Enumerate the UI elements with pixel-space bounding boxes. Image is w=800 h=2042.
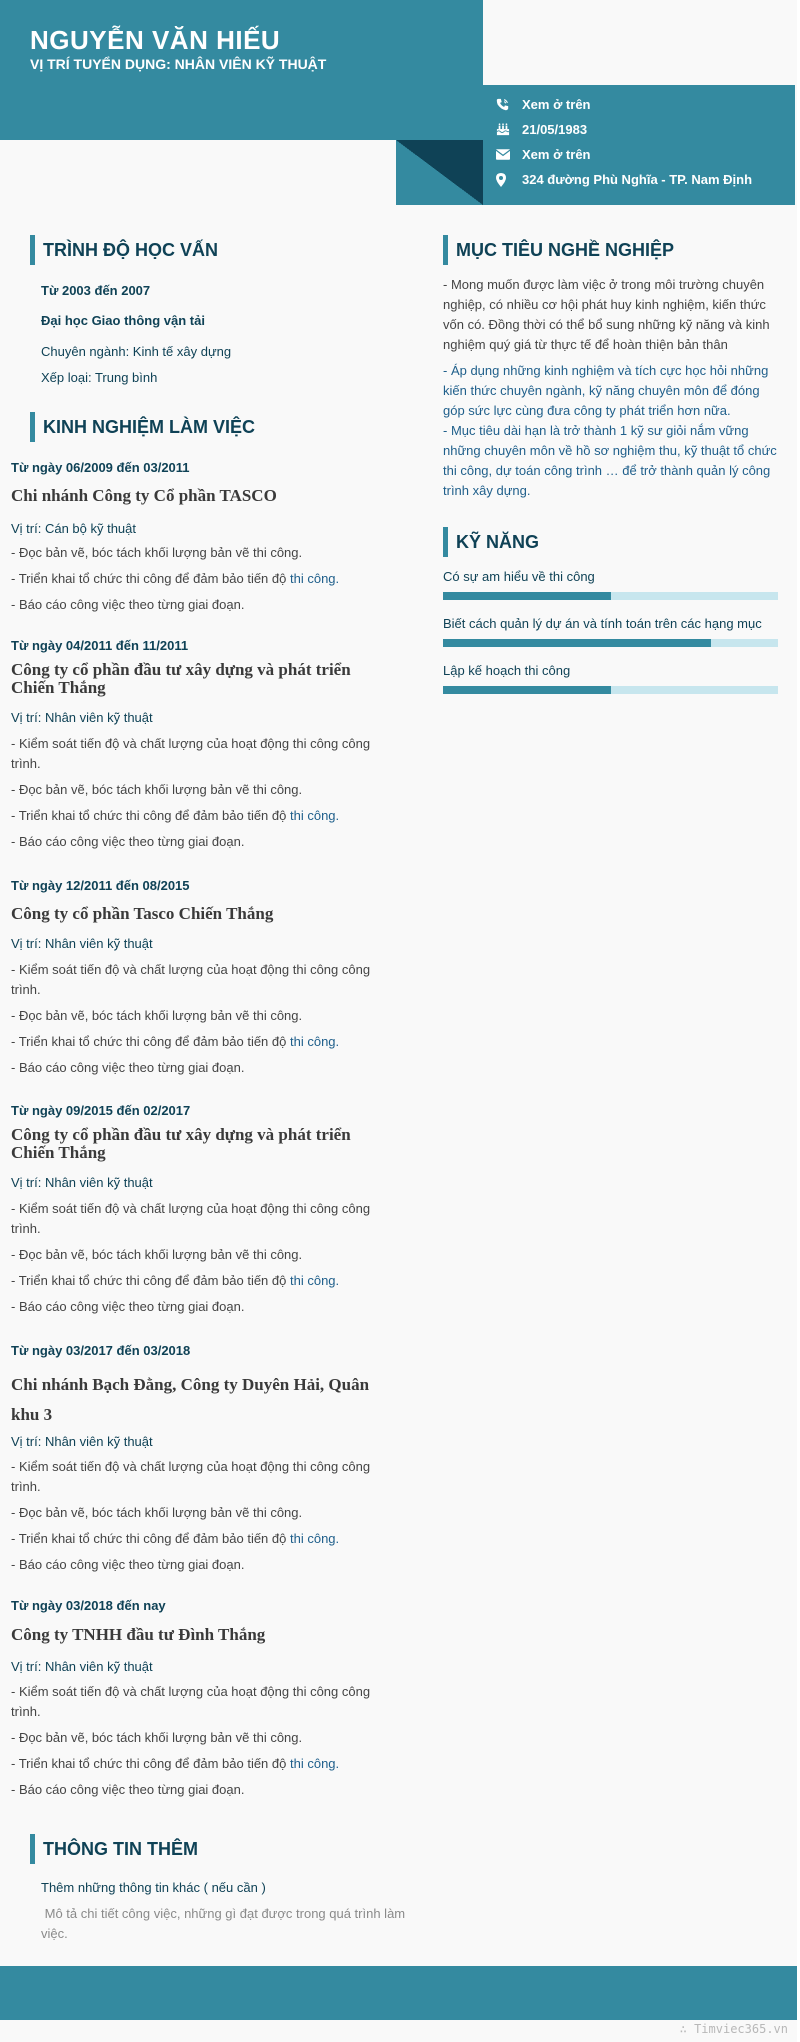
job-period: Từ ngày 04/2011 đến 11/2011 [11,638,189,653]
job-task: - Triển khai tổ chức thi công để đảm bảo tiến độ thi công. [11,1531,340,1546]
skill-track [443,592,778,600]
education-title: TRÌNH ĐỘ HỌC VẤN [43,239,218,260]
job-company: Công ty cổ phần Tasco Chiến Thắng [11,904,274,923]
skill-fill [443,592,611,600]
job-task: - Triển khai tổ chức thi công để đảm bảo tiến độ thi công. [11,1756,340,1771]
phone-icon [496,98,522,111]
skill-fill [443,639,711,647]
experience-title: KINH NGHIỆM LÀM VIỆC [43,416,256,437]
contact-list [496,92,752,192]
job-task: - Kiểm soát tiến độ và chất lượng của hoạt động thi công công trình. [11,1201,371,1236]
objective-title: MỤC TIÊU NGHỀ NGHIỆP [456,239,675,260]
job-company: Chi nhánh Công ty Cổ phần TASCO [11,486,277,505]
education-period: Từ 2003 đến 2007 [41,283,151,298]
job-task: - Triển khai tổ chức thi công để đảm bảo tiến độ thi công. [11,1034,340,1049]
job-task: - Báo cáo công việc theo từng giai đoạn. [11,1060,245,1075]
job-task: - Báo cáo công việc theo từng giai đoạn. [11,1299,245,1314]
skill-item [443,663,778,694]
job-role: Vị trí: Nhân viên kỹ thuật [11,1659,153,1674]
job-role: Vị trí: Nhân viên kỹ thuật [11,1434,153,1449]
candidate-name: NGUYỄN VĂN HIẾU [30,25,281,55]
job-task: - Đọc bản vẽ, bóc tách khối lượng bản vẽ thi công. [11,1008,303,1023]
map-marker-icon [496,173,522,187]
watermark-icon: ∴ [679,2022,695,2036]
skill-label: Biết cách quản lý dự án và tính toán trên các hạng mục [443,616,762,631]
job-task: - Triển khai tổ chức thi công để đảm bảo tiến độ thi công. [11,1273,340,1288]
contact-birthday-value: 21/05/1983 [522,122,588,137]
skills-title: KỸ NĂNG [456,531,540,552]
job-role: Vị trí: Nhân viên kỹ thuật [11,710,153,725]
extra-line-2: Mô tả chi tiết công việc, những gì đạt được trong quá trình làm việc. [41,1906,409,1941]
skill-item [443,616,778,647]
skill-track [443,686,778,694]
job-task: - Báo cáo công việc theo từng giai đoạn. [11,1782,245,1797]
job-task: - Kiểm soát tiến độ và chất lượng của hoạt động thi công công trình. [11,1459,371,1494]
job-period: Từ ngày 06/2009 đến 03/2011 [11,460,190,475]
job-task: - Triển khai tổ chức thi công để đảm bảo tiến độ thi công. [11,808,340,823]
objective-paragraph: - Mục tiêu dài hạn là trở thành 1 kỹ sư giỏi nắm vững những chuyên môn về hồ sơ nghiệm thu, kỹ thuật tổ chức thi công, dự toán công trình … để trở thành quản lý công trình xây dựng. [443,423,777,498]
job-period: Từ ngày 03/2017 đến 03/2018 [11,1343,191,1358]
heading-bar [30,235,35,265]
job-task-link[interactable]: thi công. [290,808,340,823]
heading-bar [30,1834,35,1864]
skill-label: Lập kế hoạch thi công [443,663,571,678]
heading-bar [443,527,448,557]
job-task: - Đọc bản vẽ, bóc tách khối lượng bản vẽ thi công. [11,1730,303,1745]
objective-paragraph: - Mong muốn được làm việc ở trong môi trường chuyên nghiệp, có nhiều cơ hội phát huy kinh nghiệm, kiến thức vốn có. Đồng thời có thể bổ sung những kỹ năng và kinh nghiệm quý giá từ thực tế để hoàn thiện bản thân [443,277,770,352]
skill-label: Có sự am hiểu về thi công [443,569,595,584]
job-task-link[interactable]: thi công. [290,1756,340,1771]
job-task-link[interactable]: thi công. [290,1034,340,1049]
job-company: Chi nhánh Bạch Đằng, Công ty Duyên Hải, Quân khu 3 [11,1375,370,1424]
job-task-link[interactable]: thi công. [290,571,340,586]
job-task-link[interactable]: thi công. [290,1531,340,1546]
contact-address [496,167,752,192]
education-grade: Xếp loại: Trung bình [41,370,158,385]
job-company: Công ty TNHH đầu tư Đình Thắng [11,1625,266,1644]
job-task: - Kiểm soát tiến độ và chất lượng của hoạt động thi công công trình. [11,962,371,997]
heading-bar [443,235,448,265]
job-period: Từ ngày 03/2018 đến nay [11,1598,166,1613]
job-task: - Báo cáo công việc theo từng giai đoạn. [11,834,245,849]
job-role: Vị trí: Nhân viên kỹ thuật [11,1175,153,1190]
contact-email [496,142,752,167]
job-role: Vị trí: Cán bộ kỹ thuật [11,521,137,536]
extra-title: THÔNG TIN THÊM [43,1838,198,1859]
watermark: ∴ Timviec365.vn [679,2022,788,2036]
objective-paragraph: - Áp dụng những kinh nghiệm và tích cực học hỏi những kiến thức chuyên ngành, kỹ năng chuyên môn để đóng góp sức lực cùng đưa công ty phát triển hơn nữa. [443,363,769,418]
job-period: Từ ngày 09/2015 đến 02/2017 [11,1103,191,1118]
birthday-cake-icon [496,123,522,136]
skill-item [443,569,778,600]
target-position: VỊ TRÍ TUYỂN DỤNG: NHÂN VIÊN KỸ THUẬT [30,56,327,72]
extra-heading [30,1834,198,1864]
education-major: Chuyên ngành: Kinh tế xây dựng [41,344,232,359]
education-school: Đại học Giao thông vận tải [41,313,205,328]
job-task: - Báo cáo công việc theo từng giai đoạn. [11,597,245,612]
education-heading [30,235,218,265]
objective-text [443,275,778,501]
skill-fill [443,686,611,694]
job-period: Từ ngày 12/2011 đến 08/2015 [11,878,190,893]
contact-address-value: 324 đường Phù Nghĩa - TP. Nam Định [522,172,753,187]
job-task: - Đọc bản vẽ, bóc tách khối lượng bản vẽ thi công. [11,1247,303,1262]
objective-heading [443,235,674,265]
job-task: - Báo cáo công việc theo từng giai đoạn. [11,1557,245,1572]
job-task-link[interactable]: thi công. [290,1273,340,1288]
skill-track [443,639,778,647]
job-task: - Đọc bản vẽ, bóc tách khối lượng bản vẽ thi công. [11,782,303,797]
contact-phone [496,92,752,117]
skills-heading [443,527,539,557]
envelope-icon [496,149,522,160]
heading-bar [30,412,35,442]
job-task: - Kiểm soát tiến độ và chất lượng của hoạt động thi công công trình. [11,1684,371,1719]
contact-birthday [496,117,752,142]
header-fold-shadow [396,140,483,205]
contact-email-value: Xem ở trên [522,147,591,162]
job-task: - Kiểm soát tiến độ và chất lượng của hoạt động thi công công trình. [11,736,371,771]
extra-line-1: Thêm những thông tin khác ( nếu cần ) [41,1880,266,1895]
job-company: Công ty cổ phần đầu tư xây dựng và phát triển Chiến Thắng [11,1125,351,1162]
experience-heading [30,412,255,442]
job-task: - Đọc bản vẽ, bóc tách khối lượng bản vẽ thi công. [11,545,303,560]
job-task: - Triển khai tổ chức thi công để đảm bảo tiến độ thi công. [11,571,340,586]
job-task: - Đọc bản vẽ, bóc tách khối lượng bản vẽ thi công. [11,1505,303,1520]
contact-phone-value: Xem ở trên [522,97,591,112]
footer-band [0,1966,797,2020]
job-role: Vị trí: Nhân viên kỹ thuật [11,936,153,951]
job-company: Công ty cổ phần đầu tư xây dựng và phát triển Chiến Thắng [11,660,351,697]
